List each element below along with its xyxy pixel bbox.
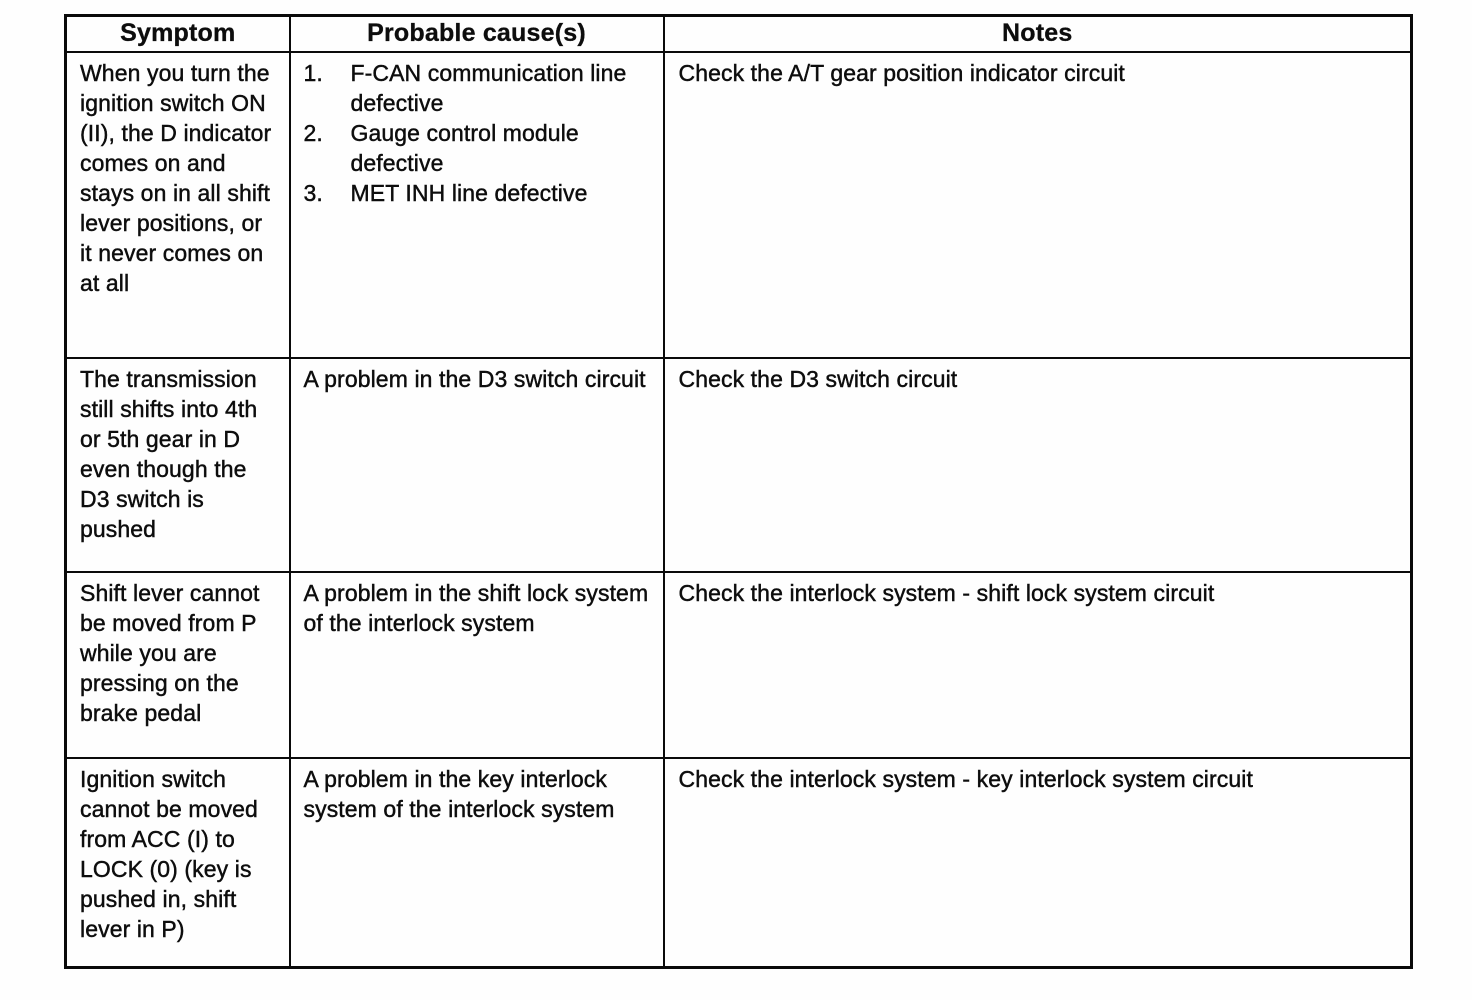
- header-probable-causes: Probable cause(s): [290, 16, 664, 52]
- notes-cell: Check the D3 switch circuit: [664, 358, 1412, 572]
- symptom-cell: Shift lever cannot be moved from P while you are pressing on the brake pedal: [66, 572, 290, 758]
- notes-cell: Check the interlock system - shift lock system circuit: [664, 572, 1412, 758]
- cause-text: F-CAN communication line defective: [350, 59, 627, 116]
- cause-number: 2.: [303, 119, 323, 146]
- header-notes: Notes: [664, 16, 1412, 52]
- cause-number: 1.: [303, 59, 323, 86]
- table-row: [66, 572, 1412, 758]
- cause-item: [304, 58, 653, 118]
- cause-item: [304, 118, 653, 178]
- notes-cell: Check the interlock system - key interlock system circuit: [664, 758, 1412, 968]
- causes-cell: [290, 52, 664, 358]
- causes-cell: A problem in the D3 switch circuit: [290, 358, 664, 572]
- cause-number: 3.: [303, 179, 323, 206]
- header-symptom: Symptom: [66, 16, 290, 52]
- symptom-cell: When you turn the ignition switch ON (II), the D indicator comes on and stays on in all shift lever positions, or it never comes on at all: [66, 52, 290, 358]
- cause-text: MET INH line defective: [350, 179, 588, 206]
- table-row: [66, 52, 1412, 358]
- causes-cell: A problem in the shift lock system of the interlock system: [290, 572, 664, 758]
- cause-item: [304, 178, 653, 208]
- symptom-cell: The transmission still shifts into 4th or 5th gear in D even though the D3 switch is pushed: [66, 358, 290, 572]
- table-header-row: [66, 16, 1412, 52]
- notes-cell: Check the A/T gear position indicator circuit: [664, 52, 1412, 358]
- table-row: [66, 358, 1412, 572]
- causes-cell: A problem in the key interlock system of the interlock system: [290, 758, 664, 968]
- troubleshooting-table: [64, 14, 1413, 969]
- cause-text: Gauge control module defective: [350, 119, 579, 176]
- symptom-cell: Ignition switch cannot be moved from ACC (I) to LOCK (0) (key is pushed in, shift lever in P): [66, 758, 290, 968]
- table-row: [66, 758, 1412, 968]
